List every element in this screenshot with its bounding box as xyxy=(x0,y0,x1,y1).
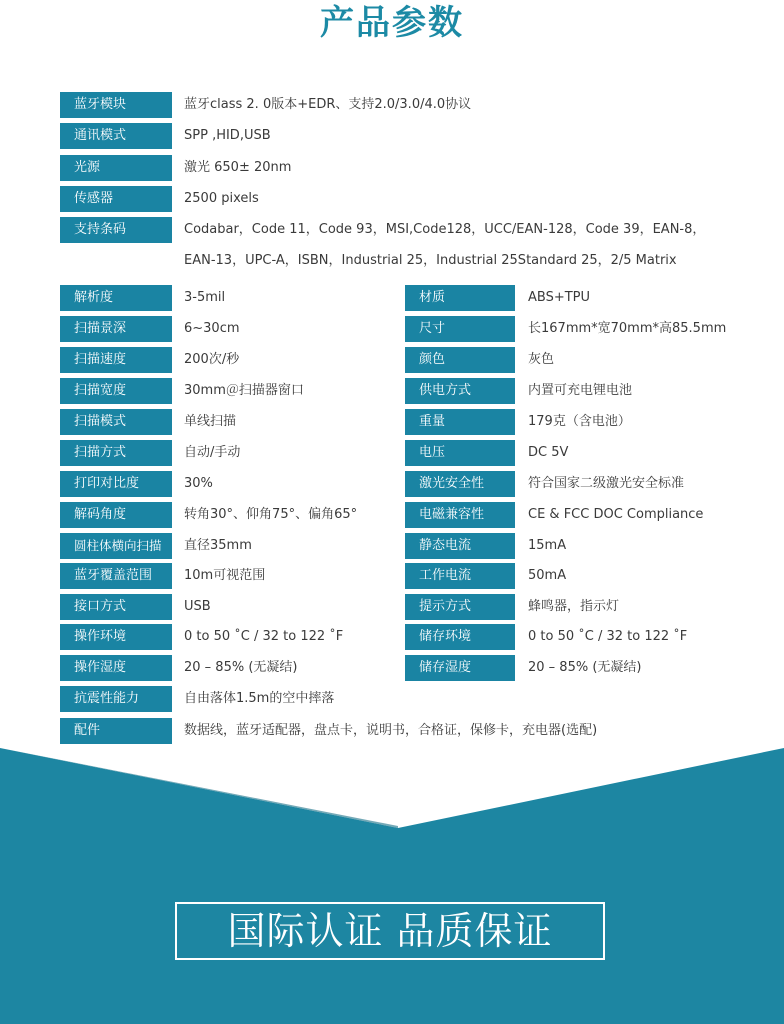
spec-label: 电磁兼容性 xyxy=(405,502,515,528)
spec-label: 配件 xyxy=(60,718,172,744)
spec-label: 扫描宽度 xyxy=(60,378,172,404)
spec-value-line1: Codabar，Code 11，Code 93，MSI,Code128，UCC/EAN-128，Code 39，EAN-8， xyxy=(184,222,706,237)
spec-value: 0 to 50 ˚C / 32 to 122 ˚F xyxy=(528,629,688,644)
spec-value: 0 to 50 ˚C / 32 to 122 ˚F xyxy=(184,629,344,644)
spec-label: 尺寸 xyxy=(405,316,515,342)
spec-value: 20 – 85% (无凝结) xyxy=(528,660,642,675)
spec-label: 蓝牙模块 xyxy=(60,92,172,118)
spec-value: 灰色 xyxy=(528,352,555,367)
spec-label: 操作湿度 xyxy=(60,655,172,681)
spec-label: 提示方式 xyxy=(405,594,515,620)
spec-label: 光源 xyxy=(60,155,172,181)
spec-label: 解析度 xyxy=(60,285,172,311)
spec-value: 6~30cm xyxy=(184,321,240,336)
spec-label: 储存湿度 xyxy=(405,655,515,681)
spec-value: 蜂鸣器，指示灯 xyxy=(528,599,620,614)
spec-value: 直径35mm xyxy=(184,538,252,553)
certification-banner: 国际认证 品质保证 xyxy=(175,902,605,960)
spec-label: 电压 xyxy=(405,440,515,466)
spec-label: 材质 xyxy=(405,285,515,311)
spec-value: 激光 650± 20nm xyxy=(184,160,292,175)
spec-value: 2500 pixels xyxy=(184,191,259,206)
spec-value: 自动/手动 xyxy=(184,445,241,460)
spec-label: 抗震性能力 xyxy=(60,686,172,712)
spec-value: 转角30°、仰角75°、偏角65° xyxy=(184,507,358,522)
spec-value: 30mm＠扫描器窗口 xyxy=(184,383,304,398)
spec-label: 扫描方式 xyxy=(60,440,172,466)
spec-value-line2: EAN-13，UPC-A，ISBN，Industrial 25，Industrial 25Standard 25，2/5 Matrix xyxy=(184,253,677,268)
spec-label: 传感器 xyxy=(60,186,172,212)
page-title: 产品参数 xyxy=(320,3,464,43)
spec-value: 自由落体1.5m的空中摔落 xyxy=(184,691,335,706)
spec-label: 供电方式 xyxy=(405,378,515,404)
spec-value: 内置可充电锂电池 xyxy=(528,383,633,398)
spec-value: USB xyxy=(184,599,211,614)
spec-label: 扫描景深 xyxy=(60,316,172,342)
spec-value: 10m可视范围 xyxy=(184,568,266,583)
spec-label: 打印对比度 xyxy=(60,471,172,497)
spec-label: 扫描模式 xyxy=(60,409,172,435)
spec-value: 30% xyxy=(184,476,213,491)
spec-value: SPP ,HID,USB xyxy=(184,128,271,143)
spec-label: 接口方式 xyxy=(60,594,172,620)
spec-value: 数据线，蓝牙适配器，盘点卡，说明书，合格证，保修卡，充电器(选配) xyxy=(184,723,598,738)
spec-value: 50mA xyxy=(528,568,567,583)
spec-label: 解码角度 xyxy=(60,502,172,528)
spec-value: 单线扫描 xyxy=(184,414,237,429)
spec-label: 颜色 xyxy=(405,347,515,373)
spec-label: 圆柱体横向扫描 xyxy=(60,533,172,559)
spec-value: DC 5V xyxy=(528,445,569,460)
spec-label: 静态电流 xyxy=(405,533,515,559)
spec-value: 200次/秒 xyxy=(184,352,240,367)
spec-value: 20 – 85% (无凝结) xyxy=(184,660,298,675)
spec-label: 操作环境 xyxy=(60,624,172,650)
spec-value: 179克（含电池） xyxy=(528,414,631,429)
spec-label: 支持条码 xyxy=(60,217,172,243)
spec-label: 激光安全性 xyxy=(405,471,515,497)
spec-value: 符合国家二级激光安全标准 xyxy=(528,476,685,491)
spec-label: 蓝牙覆盖范围 xyxy=(60,563,172,589)
spec-value: 长167mm*宽70mm*高85.5mm xyxy=(528,321,727,336)
spec-label: 储存环境 xyxy=(405,624,515,650)
spec-value: 3-5mil xyxy=(184,290,226,305)
spec-value: ABS+TPU xyxy=(528,290,591,305)
spec-label: 扫描速度 xyxy=(60,347,172,373)
spec-value: 15mA xyxy=(528,538,567,553)
spec-value: 蓝牙class 2. 0版本+EDR、支持2.0/3.0/4.0协议 xyxy=(184,97,472,112)
bottom-band xyxy=(0,748,784,1024)
spec-label: 工作电流 xyxy=(405,563,515,589)
spec-label: 通讯模式 xyxy=(60,123,172,149)
spec-value: CE & FCC DOC Compliance xyxy=(528,507,704,522)
spec-label: 重量 xyxy=(405,409,515,435)
